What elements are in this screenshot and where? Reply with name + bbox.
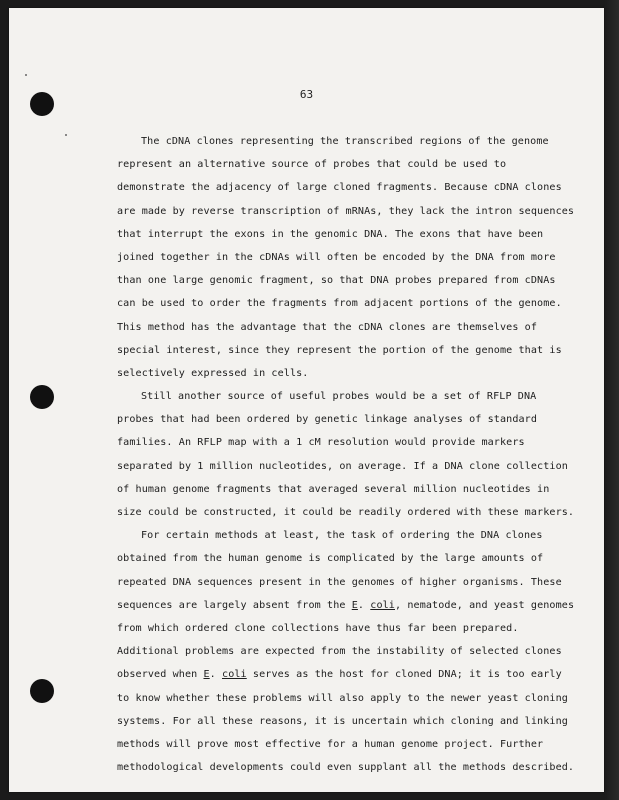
text-segment: than one large genomic fragment, so that DNA probes prepared from cDNAs xyxy=(117,275,556,287)
text-line xyxy=(117,200,575,223)
punch-hole xyxy=(30,679,54,703)
text-segment: . xyxy=(209,669,223,681)
text-segment: sequences are largely absent from the xyxy=(117,599,352,611)
scan-edge xyxy=(605,0,619,800)
page-number: 63 xyxy=(299,88,314,101)
text-line xyxy=(117,594,575,617)
text-segment: of human genome fragments that averaged several million nucleotides in xyxy=(117,483,550,495)
text-segment: that interrupt the exons in the genomic DNA. The exons that have been xyxy=(117,228,544,240)
text-segment: Additional problems are expected from the instability of selected clones xyxy=(117,646,562,658)
text-segment: special interest, since they represent the portion of the genome that is xyxy=(117,344,562,356)
text-segment: size could be constructed, it could be readily ordered with these markers. xyxy=(117,507,575,518)
text-line xyxy=(117,524,557,547)
text-line xyxy=(117,176,562,199)
text-line xyxy=(117,455,568,478)
text-segment: families. An RFLP map with a 1 cM resolution would provide markers xyxy=(117,437,525,449)
text-segment: This method has the advantage that the cDNA clones are themselves of xyxy=(117,321,538,333)
text-segment: to know whether these problems will also apply to the newer yeast cloning xyxy=(117,692,568,704)
text-line xyxy=(117,547,557,570)
text-segment: observed when xyxy=(117,669,204,681)
underlined-text: E xyxy=(351,599,358,611)
text-line xyxy=(117,385,557,408)
text-segment: can be used to order the fragments from adjacent portions of the genome. xyxy=(117,298,562,310)
text-line xyxy=(117,130,557,153)
speck xyxy=(25,74,27,76)
text-line xyxy=(117,223,557,246)
text-line xyxy=(117,571,562,594)
text-line xyxy=(117,756,575,779)
text-line xyxy=(117,501,575,524)
text-segment: selectively expressed in cells. xyxy=(117,367,309,379)
text-segment: repeated DNA sequences present in the genomes of higher organisms. These xyxy=(117,576,562,588)
underlined-text: E xyxy=(203,669,210,681)
text-segment: serves as the host for cloned DNA; it is too early xyxy=(246,669,562,681)
text-segment: joined together in the cDNAs will often be encoded by the DNA from more xyxy=(117,251,556,263)
text-segment: methodological developments could even supplant all the methods described. xyxy=(117,762,575,774)
text-segment: probes that had been ordered by genetic linkage analyses of standard xyxy=(117,414,538,426)
text-line xyxy=(117,687,568,710)
text-line xyxy=(117,640,562,663)
text-line xyxy=(117,316,557,339)
text-line xyxy=(117,362,557,385)
text-line xyxy=(117,246,557,269)
text-segment: . xyxy=(357,599,371,611)
underlined-text: coli xyxy=(222,669,247,681)
text-line xyxy=(117,153,557,176)
text-segment: from which ordered clone collections have thus far been prepared. xyxy=(117,622,519,634)
speck xyxy=(65,134,67,136)
text-line xyxy=(117,710,568,733)
text-line xyxy=(117,292,562,315)
body-text xyxy=(117,130,575,779)
text-segment: For certain methods at least, the task of ordering the DNA clones xyxy=(141,530,543,542)
text-line xyxy=(117,408,557,431)
text-line xyxy=(117,663,562,686)
text-segment: systems. For all these reasons, it is uncertain which cloning and linking xyxy=(117,715,568,727)
text-line xyxy=(117,269,557,292)
text-line xyxy=(117,431,557,454)
text-line xyxy=(117,339,562,362)
text-segment: , nematode, and yeast genomes xyxy=(395,599,575,611)
punch-hole xyxy=(30,385,54,409)
text-segment: represent an alternative source of probes that could be used to xyxy=(117,159,507,171)
document-page xyxy=(9,8,604,792)
text-line xyxy=(117,478,557,501)
text-line xyxy=(117,617,557,640)
text-segment: The cDNA clones representing the transcribed regions of the genome xyxy=(141,136,549,147)
text-segment: Still another source of useful probes would be a set of RFLP DNA xyxy=(141,391,537,403)
text-segment: separated by 1 million nucleotides, on average. If a DNA clone collection xyxy=(117,460,568,472)
text-segment: methods will prove most effective for a human genome project. Further xyxy=(117,738,544,750)
text-segment: obtained from the human genome is complicated by the large amounts of xyxy=(117,553,544,565)
underlined-text: coli xyxy=(370,599,395,611)
text-segment: demonstrate the adjacency of large cloned fragments. Because cDNA clones xyxy=(117,182,562,194)
text-line xyxy=(117,733,557,756)
text-segment: are made by reverse transcription of mRNAs, they lack the intron sequences xyxy=(117,205,575,217)
